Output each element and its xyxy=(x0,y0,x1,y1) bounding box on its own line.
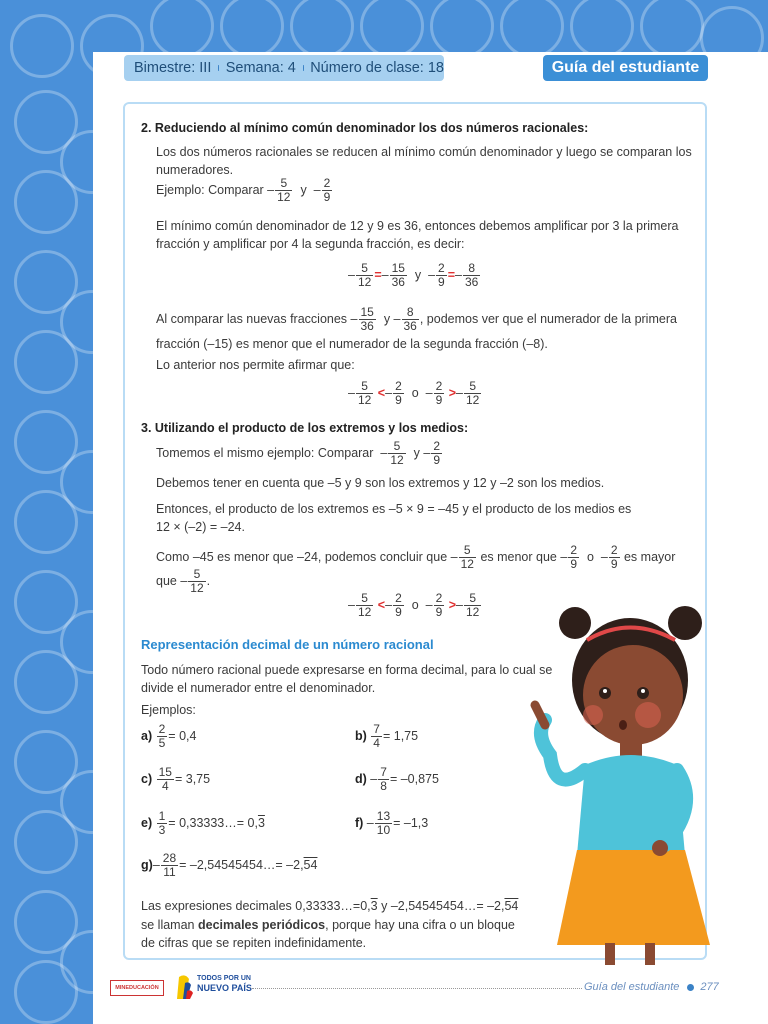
ex-label: g) xyxy=(141,857,153,872)
ex-label: c) xyxy=(141,771,153,786)
face xyxy=(583,645,683,745)
section2-p2a: El mínimo común denominador de 12 y 9 es 36, entonces debemos amplificar por 3 la primera xyxy=(156,219,679,233)
period: 3 xyxy=(370,899,378,913)
section3-p3b: 12 × (–2) = –24. xyxy=(156,520,245,534)
section2-p1b: numeradores. xyxy=(156,163,234,177)
section2-p1a: Los dos números racionales se reducen al mínimo común denominador y luego se comparan los xyxy=(156,145,692,159)
p2a: Las expresiones decimales 0,33333…=0, xyxy=(141,899,371,913)
clase-label: Número de clase: 18 xyxy=(310,60,444,76)
section2-p3: Al comparar las nuevas fracciones – $\frac{15}{36}$ y – $\frac{8}{36}$ , podemos ver que el numerador de la primera xyxy=(156,305,677,333)
section2-p4: Lo anterior nos permite afirmar que: xyxy=(156,358,355,372)
period: 3 xyxy=(257,815,265,830)
o-label: o xyxy=(586,549,594,564)
p1: Tomemos el mismo ejemplo: Comparar xyxy=(156,445,374,460)
hair-bun-left xyxy=(559,607,591,639)
section2-title: 2. Reduciendo al mínimo común denominador los dos números racionales: xyxy=(141,121,589,135)
section2-example: Ejemplo: Comparar – $\frac{5}{12}$ y – $\frac{2}{9}$ xyxy=(156,176,331,204)
p4b: es menor que xyxy=(480,549,557,564)
example-label: Ejemplo: Comparar xyxy=(156,182,264,197)
nuevo-pais-logo xyxy=(175,973,255,1001)
fraction: $\frac{5}{12}$ xyxy=(277,176,291,204)
den: 4 xyxy=(373,736,380,750)
ex-label: e) xyxy=(141,815,153,830)
y-label: y xyxy=(383,311,391,326)
result: = 0,4 xyxy=(168,728,197,743)
comparison-result-2: – $\frac{5}{12}$ <– $\frac{2}{9}$ o – $\frac{2}{9}$ >– $\frac{5}{12}$ xyxy=(348,591,480,619)
mouth xyxy=(619,720,627,730)
comparison-result: – $\frac{5}{12}$ <– $\frac{2}{9}$ o – $\frac{2}{9}$ >– $\frac{5}{12}$ xyxy=(348,379,480,407)
example-c xyxy=(141,766,210,793)
guide-tab: Guía del estudiante xyxy=(543,55,708,81)
section3-p4: Como –45 es menor que –24, podemos concluir que – $\frac{5}{12}$ es menor que – $\frac{2}{9}$ o – $\frac{2}{9}$ es mayor xyxy=(156,543,676,571)
result: = –2,54545454…= –2, xyxy=(179,857,304,872)
skirt xyxy=(557,850,710,945)
page-number: 277 xyxy=(700,981,719,993)
logo-text-1: TODOS POR UN xyxy=(197,975,251,982)
example-d: d) – $\frac{7}{8}$ = –0,875 xyxy=(355,765,439,793)
p4d: que xyxy=(156,573,177,588)
ex-label: d) xyxy=(355,771,367,786)
den: 10 xyxy=(376,823,391,837)
num: 13 xyxy=(376,809,391,823)
footer-guide: Guía del estudiante xyxy=(584,981,680,993)
example-e xyxy=(141,810,265,837)
section3-title: 3. Utilizando el producto de los extremos y los medios: xyxy=(141,421,469,435)
ex-label: f) xyxy=(355,815,364,830)
bimestre-label: Bimestre: III xyxy=(134,60,212,76)
decimal-p1b: divide el numerador entre el denominador. xyxy=(141,681,376,695)
semana-label: Semana: 4 xyxy=(225,60,296,76)
y-label: y xyxy=(413,445,420,460)
p3b: , podemos ver que el numerador de la primera xyxy=(419,311,677,326)
den: 8 xyxy=(380,779,387,793)
result: = –1,3 xyxy=(393,815,429,830)
footer-label xyxy=(584,981,719,993)
period: 54 xyxy=(303,857,318,872)
period: 54 xyxy=(504,899,519,913)
num: 7 xyxy=(373,722,380,736)
example-f: f) – $\frac{13}{10}$ = –1,3 xyxy=(355,809,429,837)
o-label: o xyxy=(411,597,419,612)
p3b: , porque hay una cifra o un bloque xyxy=(325,918,515,932)
p4a: Como –45 es menor que –24, podemos concluir que xyxy=(156,549,448,564)
decimal-p2 xyxy=(141,898,518,915)
num: 15 xyxy=(158,765,172,779)
p3a: se llaman xyxy=(141,918,198,932)
result: = 1,75 xyxy=(382,728,419,743)
class-info-bar xyxy=(124,55,444,81)
section3-p4d: que – $\frac{5}{12}$ . xyxy=(156,567,211,595)
example-g: g)– $\frac{28}{11}$ = –2,54545454…= –2,54 xyxy=(141,851,318,879)
p4c: es mayor xyxy=(623,549,676,564)
y-label: y xyxy=(300,182,307,197)
decimal-p3 xyxy=(141,917,515,934)
examples-label: Ejemplos: xyxy=(141,703,196,717)
decimal-p4: de cifras que se repiten indefinidamente. xyxy=(141,936,367,950)
section2-p3c: fracción (–15) es menor que el numerador de la segunda fracción (–8). xyxy=(156,337,548,351)
decimal-section-title: Representación decimal de un número racional xyxy=(141,637,434,652)
ex-label: b) xyxy=(355,728,367,743)
fraction: $\frac{2}{9}$ xyxy=(323,176,331,204)
p2b: y –2,54545454…= –2, xyxy=(377,899,505,913)
den: 11 xyxy=(163,865,176,879)
result: = –0,875 xyxy=(389,771,439,786)
result: = 0,33333…= 0, xyxy=(168,815,258,830)
num: 7 xyxy=(380,765,387,779)
amplified-fractions: – $\frac{5}{12}$ =– $\frac{15}{36}$ y – $\frac{2}{9}$ =– $\frac{8}{36}$ xyxy=(348,261,479,289)
num: 2 xyxy=(158,722,166,736)
ex-label: a) xyxy=(141,728,153,743)
y-label: y xyxy=(414,267,422,282)
footer-divider xyxy=(252,988,582,989)
example-a xyxy=(141,723,196,750)
footer-dot-icon xyxy=(687,984,694,991)
example-b xyxy=(355,723,418,750)
section3-p1: Tomemos el mismo ejemplo: Comparar – $\frac{5}{12}$ y – $\frac{2}{9}$ xyxy=(156,439,441,467)
logo-text-2: NUEVO PAÍS xyxy=(197,983,252,993)
result: = 3,75 xyxy=(174,771,211,786)
o-label: o xyxy=(411,385,419,400)
decimal-p1a: Todo número racional puede expresarse en forma decimal, para lo cual se xyxy=(141,663,553,677)
section3-p3a: Entonces, el producto de los extremos es –5 × 9 = –45 y el producto de los medios es xyxy=(156,502,632,516)
student-illustration xyxy=(525,595,715,965)
section3-p2: Debemos tener en cuenta que –5 y 9 son los extremos y 12 y –2 son los medios. xyxy=(156,476,605,490)
mineducacion-logo: MINEDUCACIÓN xyxy=(110,980,164,996)
den: 4 xyxy=(161,779,169,793)
num: 28 xyxy=(162,851,177,865)
den: 3 xyxy=(158,823,166,837)
p3a: Al comparar las nuevas fracciones xyxy=(156,311,348,326)
hair-bun-right xyxy=(668,606,702,640)
num: 1 xyxy=(158,809,166,823)
p3-bold: decimales periódicos xyxy=(197,918,326,932)
den: 5 xyxy=(158,736,166,750)
section2-p2b: fracción y amplificar por 4 la segunda fracción, es decir: xyxy=(156,237,465,251)
